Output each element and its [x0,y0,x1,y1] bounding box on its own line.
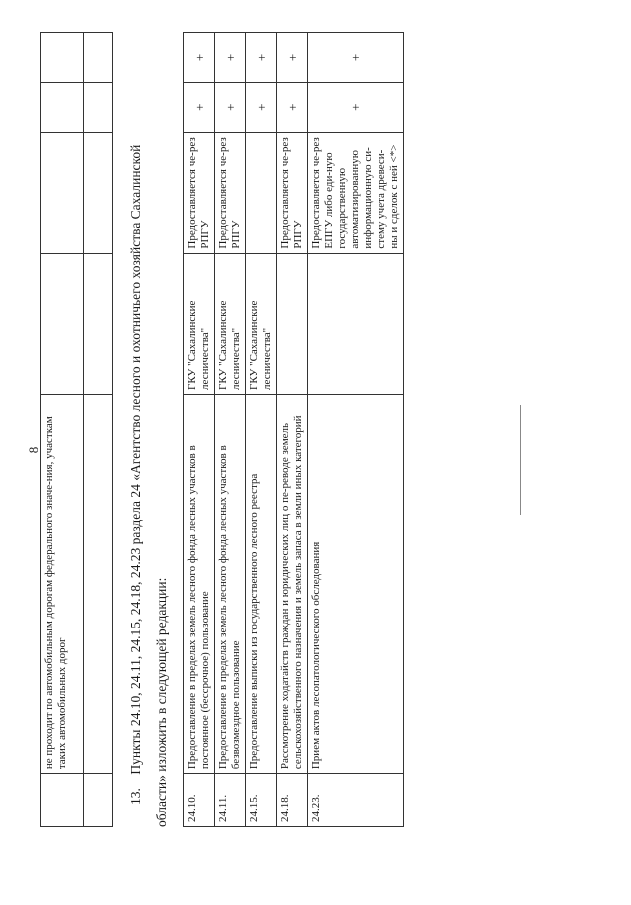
previous-table-fragment [40,32,113,827]
service-description: Предоставление в пределах земель лесного фонда лесных участков в постоянное (бессрочное) пользование [184,394,215,773]
paragraph-13 [128,25,144,805]
plus-mark: + [277,82,308,132]
service-method: Предоставляется че-рез РПГУ [277,132,308,253]
plus-mark: + [184,82,215,132]
plus-mark: + [246,33,277,83]
row-number: 24.15. [246,774,277,827]
service-description: Предоставление в пределах земель лесного фонда лесных участков в безвозмездное пользование [215,394,246,773]
paragraph-text: Пункты 24.10, 24.11, 24.15, 24.18, 24.23 раздела 24 «Агентство лесного и охотничьего хозяйства Сахалинской [128,144,143,775]
service-method: Предоставляется че-рез РПГУ [184,132,215,253]
plus-mark: + [308,82,404,132]
table-row [246,33,277,827]
service-method: Предоставляется че-рез ЕПГУ либо еди-ную государственную автоматизированную информационную си-стему учета древеси-ны и сделок с ней <*> [308,132,404,253]
plus-mark: + [184,33,215,83]
service-organization [308,253,404,394]
plus-mark: + [215,82,246,132]
previous-row-text: не проходит по автомобильным дорогам федерального значе-ния, участкам таких автомобильных дорог [41,394,84,773]
table-row [277,33,308,827]
services-table [183,32,404,827]
service-organization [277,253,308,394]
row-number: 24.18. [277,774,308,827]
table-row [184,33,215,827]
paragraph-number: 13. [128,788,143,805]
page-number: 8 [26,446,41,454]
service-description: Прием актов лесопатологического обследования [308,394,404,773]
row-number: 24.23. [308,774,404,827]
table-row [308,33,404,827]
service-description: Предоставление выписки из государственного лесного реестра [246,394,277,773]
service-description: Рассмотрение ходатайств граждан и юридических лиц о пе-реводе земель сельскохозяйственного назначения и земель запаса в земли иных категорий [277,394,308,773]
scan-line-mark [520,405,521,515]
plus-mark: + [215,33,246,83]
paragraph-13-continuation: области» изложить в следующей редакции: [154,577,169,827]
table-row [215,33,246,827]
service-method [246,132,277,253]
row-number: 24.10. [184,774,215,827]
plus-mark: + [277,33,308,83]
service-method: Предоставляется че-рез РПГУ [215,132,246,253]
service-organization: ГКУ "Сахалинские лесничества" [246,253,277,394]
service-organization: ГКУ "Сахалинские лесничества" [215,253,246,394]
row-number: 24.11. [215,774,246,827]
service-organization: ГКУ "Сахалинские лесничества" [184,253,215,394]
plus-mark: + [246,82,277,132]
plus-mark: + [308,33,404,83]
